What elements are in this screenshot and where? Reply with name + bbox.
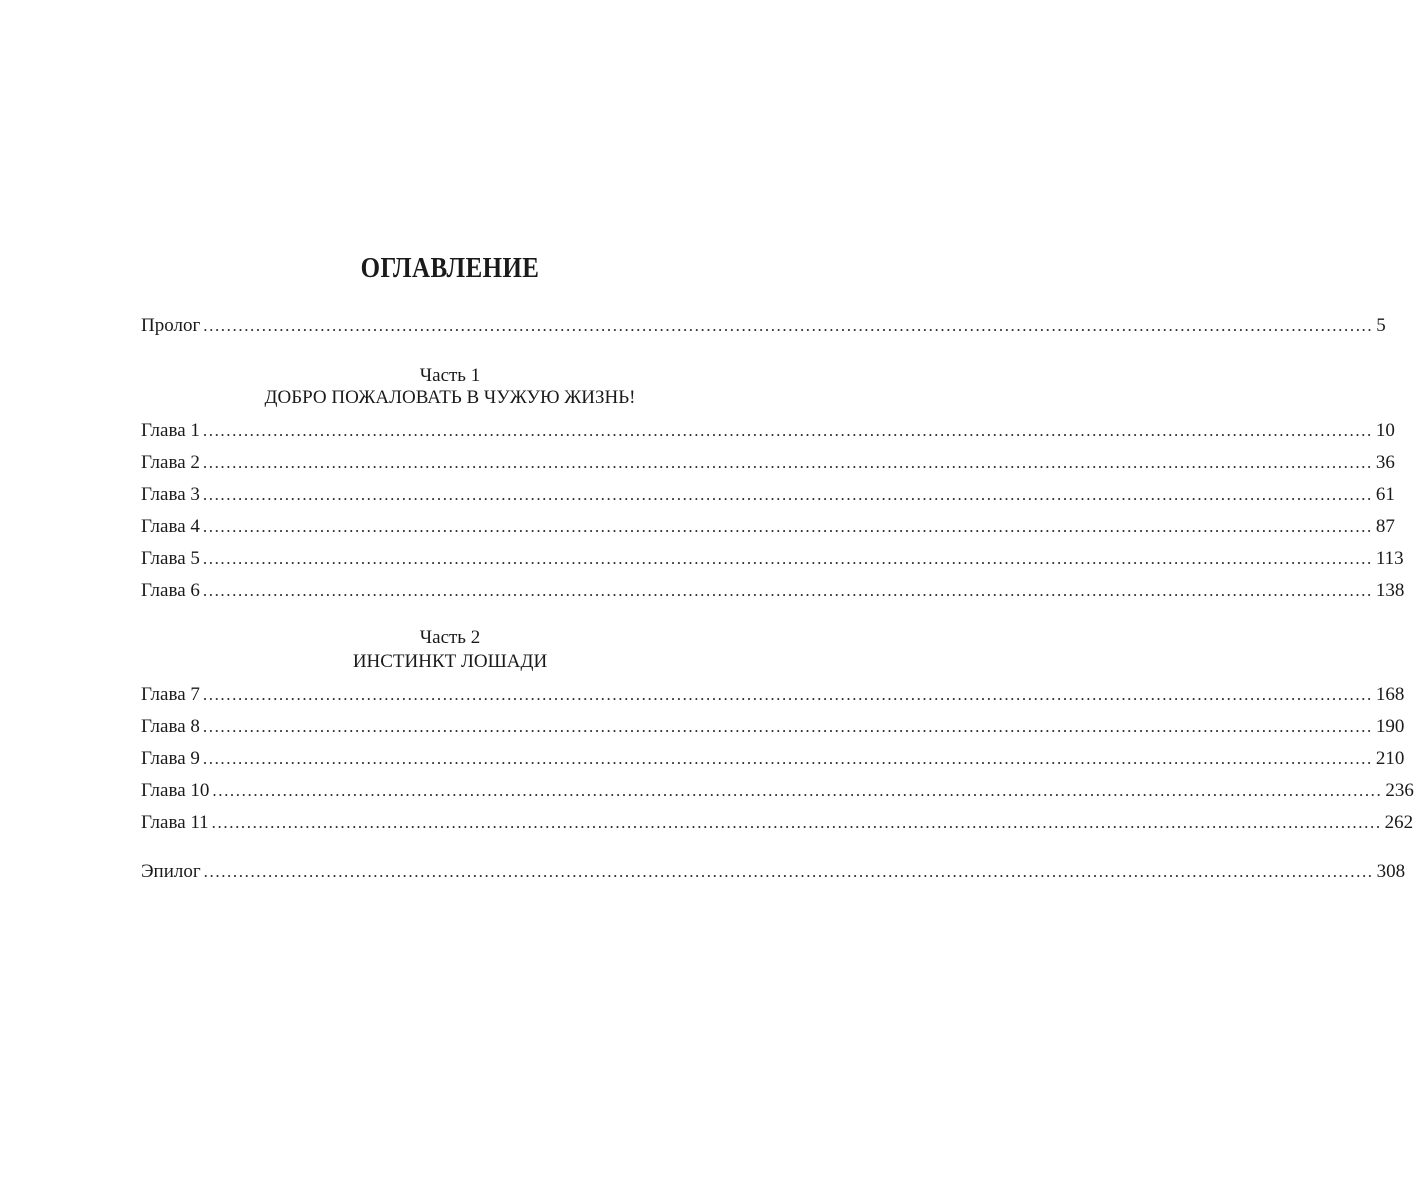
entry-label: Глава 6 xyxy=(141,580,200,601)
dot-leader: ........................................................................................................................................................................................................ xyxy=(202,749,1373,768)
entry-label: Глава 7 xyxy=(141,684,200,705)
part-number: Часть 2 xyxy=(419,627,481,648)
entry-page-number: 190 xyxy=(1375,716,1405,737)
part-number: Часть 1 xyxy=(419,365,481,386)
dot-leader: ........................................................................................................................................................................................................ xyxy=(203,862,1374,881)
entry-label: Глава 4 xyxy=(141,516,200,537)
dot-leader: ........................................................................................................................................................................................................ xyxy=(202,685,1373,704)
entry-page-number: 236 xyxy=(1385,780,1414,801)
page-title: ОГЛАВЛЕНИЕ xyxy=(360,252,540,284)
toc-entry-chapter[interactable] xyxy=(141,450,1395,476)
dot-leader: ........................................................................................................................................................................................................ xyxy=(211,813,1382,832)
entry-page-number: 168 xyxy=(1375,684,1405,705)
entry-label: Эпилог xyxy=(141,861,201,882)
dot-leader: ........................................................................................................................................................................................................ xyxy=(203,316,1374,335)
entry-label: Глава 8 xyxy=(141,716,200,737)
toc-entry-epilogue[interactable] xyxy=(141,859,1406,885)
entry-label: Глава 10 xyxy=(141,780,210,801)
dot-leader: ........................................................................................................................................................................................................ xyxy=(202,517,1373,536)
part-title: ИНСТИНКТ ЛОШАДИ xyxy=(352,651,548,672)
toc-entry-chapter[interactable] xyxy=(141,778,1414,804)
dot-leader: ........................................................................................................................................................................................................ xyxy=(212,781,1383,800)
entry-label: Глава 11 xyxy=(141,812,209,833)
entry-page-number: 87 xyxy=(1375,516,1395,537)
dot-leader: ........................................................................................................................................................................................................ xyxy=(202,421,1373,440)
entry-page-number: 262 xyxy=(1384,812,1414,833)
toc-entry-chapter[interactable] xyxy=(141,714,1405,740)
entry-page-number: 10 xyxy=(1375,420,1395,441)
toc-entry-chapter[interactable] xyxy=(141,514,1395,540)
entry-page-number: 5 xyxy=(1376,315,1386,336)
dot-leader: ........................................................................................................................................................................................................ xyxy=(202,485,1373,504)
toc-entry-chapter[interactable] xyxy=(141,546,1404,572)
entry-page-number: 113 xyxy=(1375,548,1404,569)
toc-entry-chapter[interactable] xyxy=(141,810,1414,836)
dot-leader: ........................................................................................................................................................................................................ xyxy=(202,549,1373,568)
entry-label: Глава 2 xyxy=(141,452,200,473)
part-title: ДОБРО ПОЖАЛОВАТЬ В ЧУЖУЮ ЖИЗНЬ! xyxy=(264,387,636,408)
entry-page-number: 308 xyxy=(1376,861,1406,882)
entry-page-number: 36 xyxy=(1375,452,1395,473)
toc-entry-chapter[interactable] xyxy=(141,578,1405,604)
toc-entry-chapter[interactable] xyxy=(141,418,1395,444)
entry-label: Глава 1 xyxy=(141,420,200,441)
dot-leader: ........................................................................................................................................................................................................ xyxy=(202,717,1373,736)
entry-label: Глава 9 xyxy=(141,748,200,769)
entry-page-number: 138 xyxy=(1375,580,1405,601)
entry-label: Пролог xyxy=(141,315,201,336)
entry-label: Глава 3 xyxy=(141,484,200,505)
toc-entry-chapter[interactable] xyxy=(141,682,1405,708)
toc-entry-prologue[interactable] xyxy=(141,313,1386,339)
entry-label: Глава 5 xyxy=(141,548,200,569)
toc-entry-chapter[interactable] xyxy=(141,746,1405,772)
dot-leader: ........................................................................................................................................................................................................ xyxy=(202,453,1373,472)
entry-page-number: 210 xyxy=(1375,748,1405,769)
toc-entry-chapter[interactable] xyxy=(141,482,1395,508)
dot-leader: ........................................................................................................................................................................................................ xyxy=(202,581,1373,600)
entry-page-number: 61 xyxy=(1375,484,1395,505)
